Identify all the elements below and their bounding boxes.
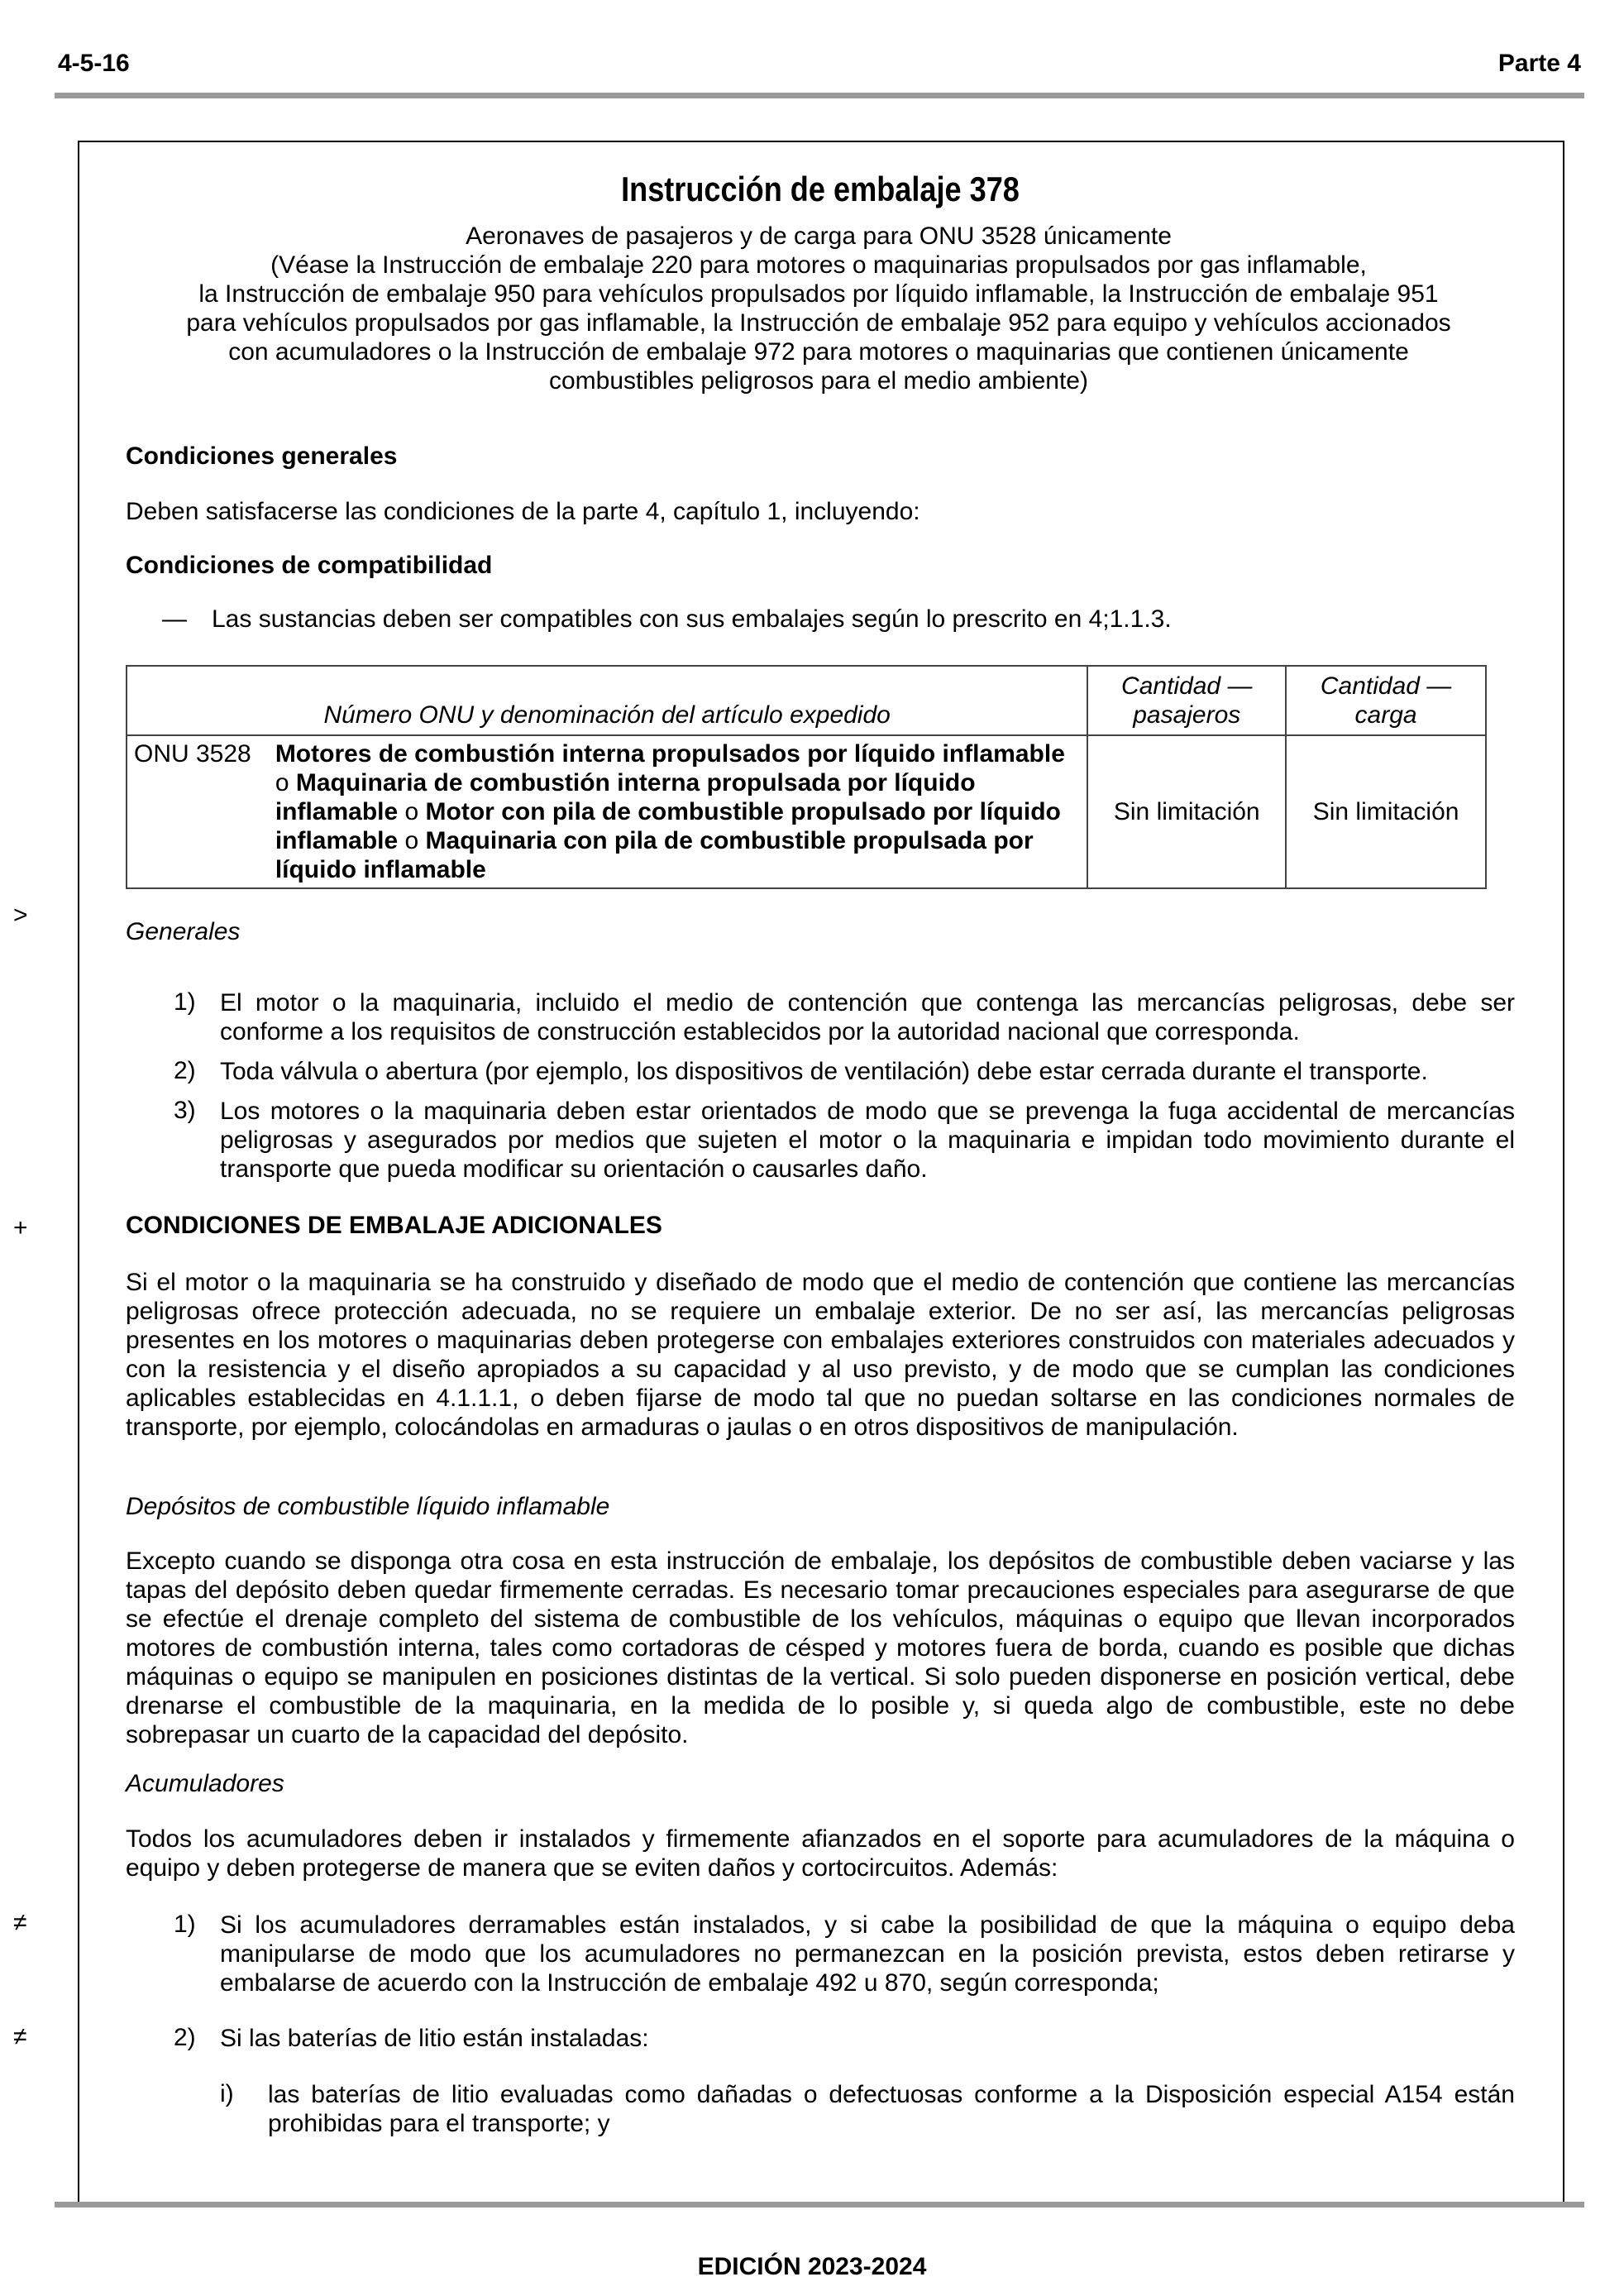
generales-item: Toda válvula o abertura (por ejemplo, los dispositivos de ventilación) debe estar cerrada durante el transporte. — [220, 1058, 1428, 1085]
fuel-heading: Depósitos de combustible líquido inflamable — [126, 1493, 610, 1520]
table-header-row — [127, 666, 1486, 735]
accumulators-item: Si los acumuladores derramables están instalados, y si cabe la posibilidad de que la máquina o equipo deba manipularse de modo que los acumuladores no permanezcan en la posición prevista, estos deben retirarse y embalarse de acuerdo con la Instrucción de embalaje 492 u 870, según corresponda; — [220, 1911, 1515, 1997]
page-number: 4-5-16 — [58, 50, 130, 77]
revision-marker: ≠ — [13, 2023, 27, 2050]
revision-marker: + — [13, 1214, 28, 1241]
accumulators-heading: Acumuladores — [126, 1770, 284, 1797]
general-heading: Condiciones generales — [126, 442, 398, 470]
item-number: 1) — [174, 1911, 196, 1938]
lithium-sub-item: las baterías de litio evaluadas como dañadas o defectuosas conforme a la Disposición especial A154 están prohibidas para el transporte; y — [268, 2081, 1515, 2137]
subtitle-line: con acumuladores o la Instrucción de embalaje 972 para motores o maquinarias que contienen únicamente — [228, 338, 1409, 366]
general-intro: Deben satisfacerse las condiciones de la parte 4, capítulo 1, incluyendo: — [126, 498, 920, 525]
item-number: 3) — [174, 1097, 196, 1124]
generales-item: El motor o la maquinaria, incluido el medio de contención que contenga las mercancías peligrosas, debe ser conforme a los requisitos de construcción establecidos por la autoridad nacional que corresponda. — [220, 989, 1515, 1045]
generales-item: Los motores o la maquinaria deben estar orientados de modo que se prevenga la fuga accidental de mercancías peligrosas y asegurados por medios que sujeten el motor o la maquinaria e impidan todo movimiento durante el transporte que pueda modificar su orientación o causarles daño. — [220, 1098, 1515, 1183]
item-number: i) — [220, 2080, 234, 2107]
table-row — [127, 735, 1486, 888]
un-table — [126, 665, 1487, 889]
subtitle — [116, 222, 1521, 395]
edition-footer: EDICIÓN 2023-2024 — [697, 2253, 927, 2280]
additional-paragraph: Si el motor o la maquinaria se ha construido y diseñado de modo que el medio de contención que contiene las mercancías peligrosas ofrece protección adecuada, no se requiere un embalaje exterior. De no ser así, las mercancías peligrosas presentes en los motores o maquinarias deben protegerse con embalajes exteriores construidos con materiales adecuados y con la resistencia y el diseño apropiados a su capacidad y al uso previsto, y de modo que se cumplan las condiciones aplicables establecidas en 4.1.1.1, o deben fijarse de modo tal que no puedan soltarse en las condiciones normales de transporte, por ejemplo, colocándolas en armaduras o jaulas o en otros dispositivos de manipulación. — [126, 1269, 1515, 1441]
un-number: ONU 3528 — [127, 735, 267, 888]
compat-item: Las sustancias deben ser compatibles con sus embalajes según lo prescrito en 4;1.1.3. — [212, 605, 1172, 633]
article-name: Motores de combustión interna propulsados por líquido inflamable o Maquinaria de combustión interna propulsada por líquido inflamable o Motor con pila de combustible propulsado por líquido inflamable o Maquinaria con pila de combustible propulsada por líquido inflamable — [267, 735, 1088, 888]
subtitle-line: (Véase la Instrucción de embalaje 220 para motores o maquinarias propulsados por gas inflamable, — [270, 251, 1367, 279]
subtitle-line: la Instrucción de embalaje 950 para vehículos propulsados por líquido inflamable, la Instrucción de embalaje 951 — [198, 280, 1439, 308]
cargo-quantity: Sin limitación — [1286, 735, 1486, 888]
item-number: 1) — [174, 988, 196, 1016]
footer-rule — [55, 2202, 1584, 2208]
page-title: Instrucción de embalaje 378 — [621, 170, 1020, 208]
subtitle-line: combustibles peligrosos para el medio ambiente) — [548, 367, 1088, 395]
compat-dash: — — [162, 605, 187, 633]
passenger-quantity: Sin limitación — [1087, 735, 1286, 888]
generales-heading: Generales — [126, 918, 241, 945]
item-number: 2) — [174, 2024, 196, 2051]
compat-heading: Condiciones de compatibilidad — [126, 552, 493, 579]
accumulators-item: Si las baterías de litio están instaladas: — [220, 2025, 649, 2052]
subtitle-line: para vehículos propulsados por gas inflamable, la Instrucción de embalaje 952 para equipo y vehículos accionados — [186, 309, 1451, 337]
part-label: Parte 4 — [1497, 50, 1581, 77]
col-header-article: Número ONU y denominación del artículo expedido — [127, 666, 1087, 735]
col-header-passengers: Cantidad — pasajeros — [1087, 666, 1286, 735]
accumulators-paragraph: Todos los acumuladores deben ir instalados y firmemente afianzados en el soporte para acumuladores de la máquina o equipo y deben protegerse de manera que se eviten daños y cortocircuitos. Además: — [126, 1825, 1515, 1882]
fuel-paragraph: Excepto cuando se disponga otra cosa en esta instrucción de embalaje, los depósitos de combustible deben vaciarse y las tapas del depósito deben quedar firmemente cerradas. Es necesario tomar precauciones especiales para asegurarse de que se efectúe el drenaje completo del sistema de combustible de los vehículos, máquinas o equipo que llevan incorporados motores de combustión interna, tales como cortadoras de césped y motores fuera de borda, cuando es posible que dichas máquinas o equipo se manipulen en posiciones distintas de la vertical. Si solo pueden disponerse en posición vertical, debe drenarse el combustible de la maquinaria, en la medida de lo posible y, si queda algo de combustible, este no debe sobrepasar un cuarto de la capacidad del depósito. — [126, 1547, 1515, 1748]
revision-marker: ≠ — [13, 1909, 27, 1936]
item-number: 2) — [174, 1057, 196, 1084]
header-rule — [55, 93, 1584, 98]
subtitle-line: Aeronaves de pasajeros y de carga para ONU 3528 únicamente — [466, 222, 1172, 250]
col-header-cargo: Cantidad — carga — [1286, 666, 1486, 735]
additional-heading: CONDICIONES DE EMBALAJE ADICIONALES — [126, 1212, 662, 1239]
revision-marker: > — [13, 902, 28, 929]
